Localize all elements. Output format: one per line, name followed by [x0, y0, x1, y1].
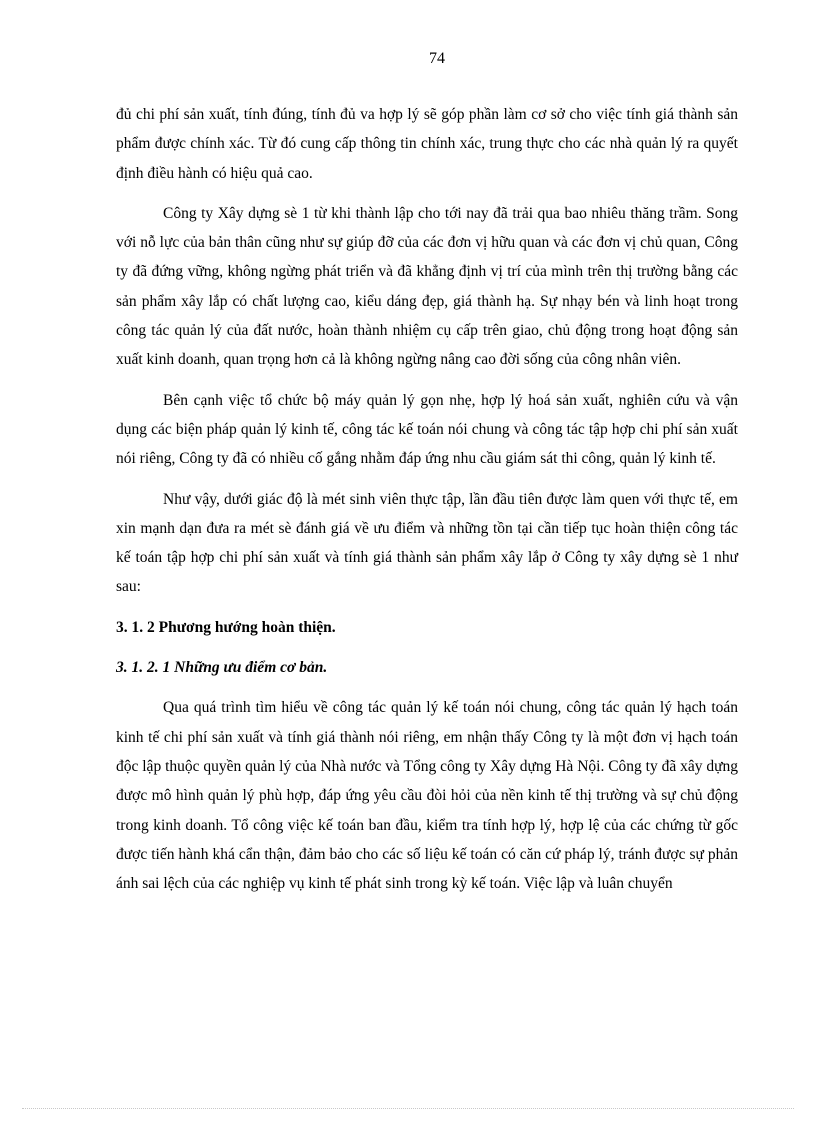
paragraph-management: Bên cạnh việc tổ chức bộ máy quản lý gọn nhẹ, hợp lý hoá sản xuất, nghiên cứu và vận dụng các biện pháp quản lý kinh tế, công tác kế toán nói chung và công tác tập hợp chi phí sản xuất nói riêng, Công ty đã có nhiều cố gắng nhằm đáp ứng nhu cầu giám sát thi công, quản lý kinh tế. — [116, 391, 738, 468]
section-heading: 3. 1. 2 Phương hướng hoàn thiện. — [116, 618, 336, 636]
subsection-heading: 3. 1. 2. 1 Những ưu điểm cơ bản. — [116, 659, 328, 677]
paragraph-strengths: Qua quá trình tìm hiểu về công tác quản lý kế toán nói chung, công tác quản lý hạch toán kinh tế chi phí sản xuất và tính giá thành nói riêng, em nhận thấy Công ty là một đơn vị hạch toán độc lập thuộc quyền quản lý của Nhà nước và Tổng công ty Xây dựng Hà Nội. Công ty đã xây dựng được mô hình quản lý phù hợp, đáp ứng yêu cầu đòi hỏi của nền kinh tế thị trường và sự chủ động trong kinh doanh. Tổ công việc kế toán ban đầu, kiểm tra tính hợp lý, hợp lệ của các chứng từ gốc được tiến hành khá cẩn thận, đảm bảo cho các số liệu kế toán có căn cứ pháp lý, tránh được sự phản ánh sai lệch của các nghiệp vụ kinh tế phát sinh trong kỳ kế toán. Việc lập và luân chuyển — [116, 699, 738, 893]
page-bottom-rule — [22, 1108, 794, 1109]
page-content — [116, 100, 738, 909]
paragraph-evaluation-intro: Như vậy, dưới giác độ là mét sinh viên thực tập, lần đầu tiên được làm quen với thực tế, em xin mạnh dạn đưa ra mét sè đánh giá về ưu điểm và những tồn tại cần tiếp tục hoàn thiện công tác kế toán tập hợp chi phí sản xuất và tính giá thành sản phẩm xây lắp ở Công ty xây dựng sè 1 như sau: — [116, 490, 738, 596]
page-number: 74 — [429, 50, 445, 67]
paragraph-company-history: Công ty Xây dựng sè 1 từ khi thành lập cho tới nay đã trải qua bao nhiêu thăng trầm. Song với nỗ lực của bản thân cũng như sự giúp đỡ của các đơn vị hữu quan và các đơn vị chủ quan, Công ty đã đứng vững, không ngừng phát triển và đã khẳng định vị trí của mình trên thị trường bằng các sản phẩm xây lắp có chất lượng cao, kiểu dáng đẹp, giá thành hạ. Sự nhạy bén và linh hoạt trong công tác quản lý của đất nước, hoàn thành nhiệm cụ cấp trên giao, chủ động trong hoạt động sản xuất kinh doanh, quan trọng hơn cả là không ngừng nâng cao đời sống của công nhân viên. — [116, 204, 738, 369]
paragraph-continuation: đủ chi phí sản xuất, tính đúng, tính đủ va hợp lý sẽ góp phần làm cơ sở cho việc tính giá thành sản phẩm được chính xác. Từ đó cung cấp thông tin chính xác, trung thực cho các nhà quản lý ra quyết định điều hành có hiệu quả cao. — [116, 106, 738, 182]
